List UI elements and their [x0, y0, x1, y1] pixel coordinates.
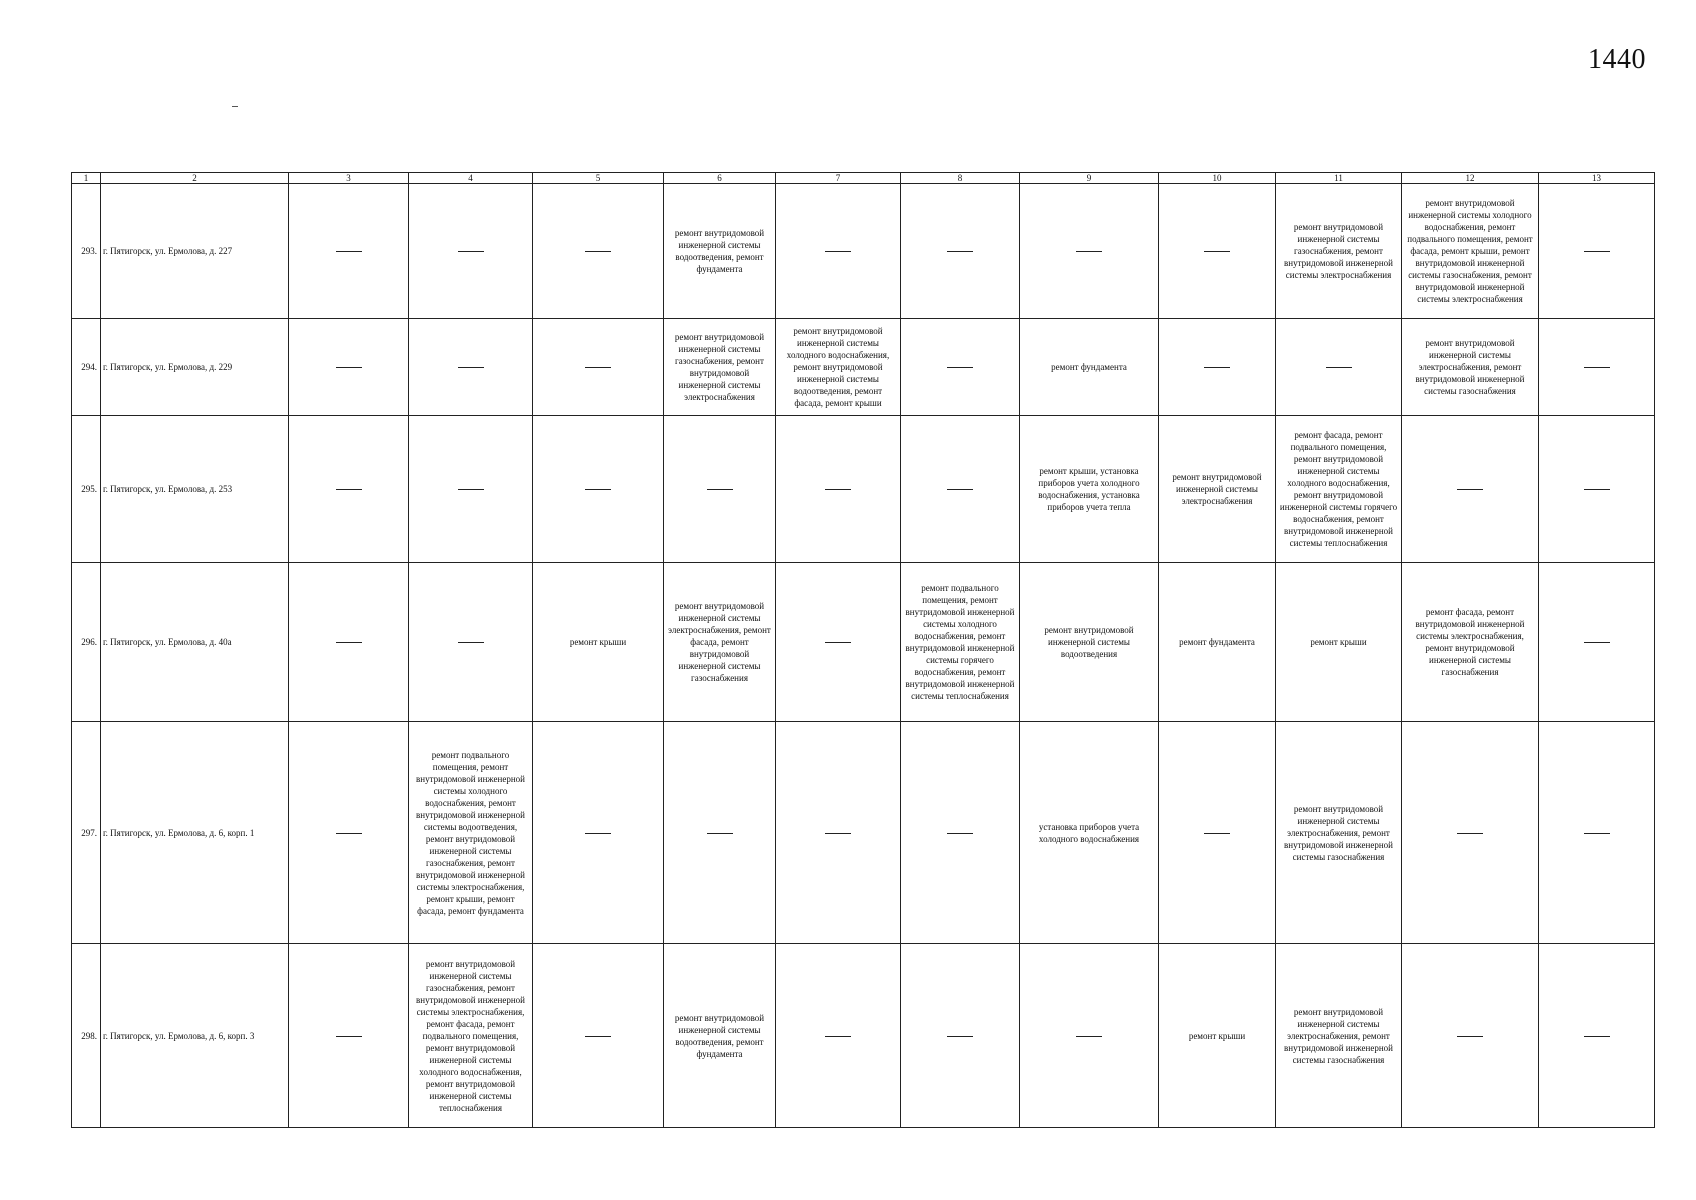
- dash-mark: [336, 1036, 362, 1037]
- dash-mark: [458, 642, 484, 643]
- work-description-cell: ремонт внутридомовой инженерной системы холодного водоснабжения, ремонт подвального помещения, ремонт фасада, ремонт крыши, ремонт внутридомовой инженерной системы газоснабжения, ремонт внутридомовой инженерной системы электроснабжения: [1402, 184, 1539, 319]
- column-header-13: 13: [1539, 173, 1655, 184]
- dash-mark: [1326, 367, 1352, 368]
- column-header-7: 7: [776, 173, 901, 184]
- empty-dash-cell: [901, 416, 1020, 563]
- empty-dash-cell: [664, 416, 776, 563]
- empty-dash-cell: [1020, 184, 1159, 319]
- work-description-cell: ремонт подвального помещения, ремонт внутридомовой инженерной системы холодного водоснабжения, ремонт внутридомовой инженерной системы водоотведения, ремонт внутридомовой инженерной системы газоснабжения, ремонт внутридомовой инженерной системы электроснабжения, ремонт крыши, ремонт фасада, ремонт фундамента: [409, 722, 533, 944]
- row-number: 297.: [72, 722, 101, 944]
- dash-mark: [1584, 251, 1610, 252]
- work-description-cell: ремонт крыши: [533, 563, 664, 722]
- dash-mark: [825, 1036, 851, 1037]
- work-description-cell: ремонт внутридомовой инженерной системы газоснабжения, ремонт внутридомовой инженерной системы электроснабжения: [664, 319, 776, 416]
- dash-mark: [707, 489, 733, 490]
- column-header-4: 4: [409, 173, 533, 184]
- dash-mark: [947, 489, 973, 490]
- column-header-1: 1: [72, 173, 101, 184]
- empty-dash-cell: [664, 722, 776, 944]
- dash-mark: [1584, 489, 1610, 490]
- work-description-cell: установка приборов учета холодного водоснабжения: [1020, 722, 1159, 944]
- dash-mark: [1584, 642, 1610, 643]
- column-header-3: 3: [289, 173, 409, 184]
- empty-dash-cell: [1539, 184, 1655, 319]
- table-row: [72, 722, 1655, 944]
- empty-dash-cell: [1276, 319, 1402, 416]
- empty-dash-cell: [1402, 944, 1539, 1128]
- work-description-cell: ремонт фундамента: [1159, 563, 1276, 722]
- dash-mark: [585, 367, 611, 368]
- empty-dash-cell: [1402, 416, 1539, 563]
- table-row: [72, 319, 1655, 416]
- address-cell: г. Пятигорск, ул. Ермолова, д. 6, корп. 3: [101, 944, 289, 1128]
- column-header-11: 11: [1276, 173, 1402, 184]
- empty-dash-cell: [409, 416, 533, 563]
- work-description-cell: ремонт внутридомовой инженерной системы газоснабжения, ремонт внутридомовой инженерной системы электроснабжения: [1276, 184, 1402, 319]
- row-number: 294.: [72, 319, 101, 416]
- empty-dash-cell: [289, 944, 409, 1128]
- dash-mark: [1584, 833, 1610, 834]
- empty-dash-cell: [533, 184, 664, 319]
- row-number: 293.: [72, 184, 101, 319]
- dash-mark: [707, 833, 733, 834]
- column-header-12: 12: [1402, 173, 1539, 184]
- column-header-8: 8: [901, 173, 1020, 184]
- dash-mark: [825, 251, 851, 252]
- work-description-cell: ремонт внутридомовой инженерной системы электроснабжения: [1159, 416, 1276, 563]
- table-row: [72, 563, 1655, 722]
- work-description-cell: ремонт фасада, ремонт внутридомовой инженерной системы электроснабжения, ремонт внутридомовой инженерной системы газоснабжения: [1402, 563, 1539, 722]
- empty-dash-cell: [776, 944, 901, 1128]
- work-description-cell: ремонт крыши: [1276, 563, 1402, 722]
- works-table: [71, 172, 1655, 1128]
- work-description-cell: ремонт внутридомовой инженерной системы электроснабжения, ремонт внутридомовой инженерной системы газоснабжения: [1402, 319, 1539, 416]
- dash-mark: [947, 1036, 973, 1037]
- dash-mark: [825, 489, 851, 490]
- empty-dash-cell: [289, 319, 409, 416]
- work-description-cell: ремонт внутридомовой инженерной системы водоотведения, ремонт фундамента: [664, 184, 776, 319]
- dash-mark: [1076, 1036, 1102, 1037]
- empty-dash-cell: [1159, 722, 1276, 944]
- empty-dash-cell: [1539, 416, 1655, 563]
- empty-dash-cell: [776, 563, 901, 722]
- empty-dash-cell: [1539, 319, 1655, 416]
- dash-mark: [458, 489, 484, 490]
- dash-mark: [1204, 367, 1230, 368]
- table-row: [72, 416, 1655, 563]
- work-description-cell: ремонт внутридомовой инженерной системы газоснабжения, ремонт внутридомовой инженерной системы электроснабжения, ремонт фасада, ремонт подвального помещения, ремонт внутридомовой инженерной системы холодного водоснабжения, ремонт внутридомовой инженерной системы теплоснабжения: [409, 944, 533, 1128]
- work-description-cell: ремонт внутридомовой инженерной системы электроснабжения, ремонт внутридомовой инженерной системы газоснабжения: [1276, 722, 1402, 944]
- empty-dash-cell: [901, 319, 1020, 416]
- column-header-10: 10: [1159, 173, 1276, 184]
- empty-dash-cell: [409, 563, 533, 722]
- dash-mark: [947, 833, 973, 834]
- dash-mark: [1457, 489, 1483, 490]
- address-cell: г. Пятигорск, ул. Ермолова, д. 227: [101, 184, 289, 319]
- dash-mark: [585, 1036, 611, 1037]
- work-description-cell: ремонт внутридомовой инженерной системы водоотведения: [1020, 563, 1159, 722]
- empty-dash-cell: [1539, 563, 1655, 722]
- empty-dash-cell: [1539, 722, 1655, 944]
- column-header-5: 5: [533, 173, 664, 184]
- empty-dash-cell: [289, 184, 409, 319]
- dash-mark: [336, 489, 362, 490]
- empty-dash-cell: [1159, 184, 1276, 319]
- column-header-9: 9: [1020, 173, 1159, 184]
- dash-mark: [825, 833, 851, 834]
- dash-mark: [1204, 833, 1230, 834]
- empty-dash-cell: [533, 722, 664, 944]
- dash-mark: [336, 642, 362, 643]
- row-number: 296.: [72, 563, 101, 722]
- work-description-cell: ремонт фасада, ремонт подвального помещения, ремонт внутридомовой инженерной системы холодного водоснабжения, ремонт внутридомовой инженерной системы горячего водоснабжения, ремонт внутридомовой инженерной системы теплоснабжения: [1276, 416, 1402, 563]
- work-description-cell: ремонт внутридомовой инженерной системы холодного водоснабжения, ремонт внутридомовой инженерной системы водоотведения, ремонт фасада, ремонт крыши: [776, 319, 901, 416]
- row-number: 295.: [72, 416, 101, 563]
- row-number: 298.: [72, 944, 101, 1128]
- dash-mark: [336, 251, 362, 252]
- empty-dash-cell: [901, 722, 1020, 944]
- dash-mark: [1584, 1036, 1610, 1037]
- dash-mark: [585, 833, 611, 834]
- empty-dash-cell: [533, 944, 664, 1128]
- empty-dash-cell: [776, 416, 901, 563]
- address-cell: г. Пятигорск, ул. Ермолова, д. 6, корп. 1: [101, 722, 289, 944]
- table-row: [72, 184, 1655, 319]
- empty-dash-cell: [776, 722, 901, 944]
- empty-dash-cell: [1159, 319, 1276, 416]
- address-cell: г. Пятигорск, ул. Ермолова, д. 229: [101, 319, 289, 416]
- table-body: [72, 173, 1655, 1128]
- dash-mark: [1076, 251, 1102, 252]
- work-description-cell: ремонт крыши: [1159, 944, 1276, 1128]
- empty-dash-cell: [533, 319, 664, 416]
- address-cell: г. Пятигорск, ул. Ермолова, д. 40а: [101, 563, 289, 722]
- dash-mark: [336, 367, 362, 368]
- dash-mark: [1204, 251, 1230, 252]
- dash-mark: [947, 251, 973, 252]
- scan-mark: [232, 106, 238, 107]
- empty-dash-cell: [289, 563, 409, 722]
- page-number: 1440: [1588, 44, 1646, 75]
- work-description-cell: ремонт внутридомовой инженерной системы электроснабжения, ремонт фасада, ремонт внутридомовой инженерной системы газоснабжения: [664, 563, 776, 722]
- column-header-6: 6: [664, 173, 776, 184]
- dash-mark: [1584, 367, 1610, 368]
- empty-dash-cell: [289, 416, 409, 563]
- column-header-2: 2: [101, 173, 289, 184]
- dash-mark: [585, 251, 611, 252]
- dash-mark: [458, 367, 484, 368]
- empty-dash-cell: [1539, 944, 1655, 1128]
- dash-mark: [458, 251, 484, 252]
- empty-dash-cell: [1020, 944, 1159, 1128]
- empty-dash-cell: [409, 319, 533, 416]
- empty-dash-cell: [776, 184, 901, 319]
- empty-dash-cell: [901, 944, 1020, 1128]
- dash-mark: [947, 367, 973, 368]
- dash-mark: [1457, 1036, 1483, 1037]
- table-row: [72, 944, 1655, 1128]
- work-description-cell: ремонт внутридомовой инженерной системы электроснабжения, ремонт внутридомовой инженерной системы газоснабжения: [1276, 944, 1402, 1128]
- empty-dash-cell: [533, 416, 664, 563]
- empty-dash-cell: [901, 184, 1020, 319]
- empty-dash-cell: [409, 184, 533, 319]
- work-description-cell: ремонт внутридомовой инженерной системы водоотведения, ремонт фундамента: [664, 944, 776, 1128]
- work-description-cell: ремонт фундамента: [1020, 319, 1159, 416]
- empty-dash-cell: [289, 722, 409, 944]
- dash-mark: [1457, 833, 1483, 834]
- address-cell: г. Пятигорск, ул. Ермолова, д. 253: [101, 416, 289, 563]
- work-description-cell: ремонт подвального помещения, ремонт внутридомовой инженерной системы холодного водоснабжения, ремонт внутридомовой инженерной системы горячего водоснабжения, ремонт внутридомовой инженерной системы теплоснабжения: [901, 563, 1020, 722]
- column-number-row: [72, 173, 1655, 184]
- empty-dash-cell: [1402, 722, 1539, 944]
- work-description-cell: ремонт крыши, установка приборов учета холодного водоснабжения, установка приборов учета тепла: [1020, 416, 1159, 563]
- dash-mark: [336, 833, 362, 834]
- dash-mark: [825, 642, 851, 643]
- dash-mark: [585, 489, 611, 490]
